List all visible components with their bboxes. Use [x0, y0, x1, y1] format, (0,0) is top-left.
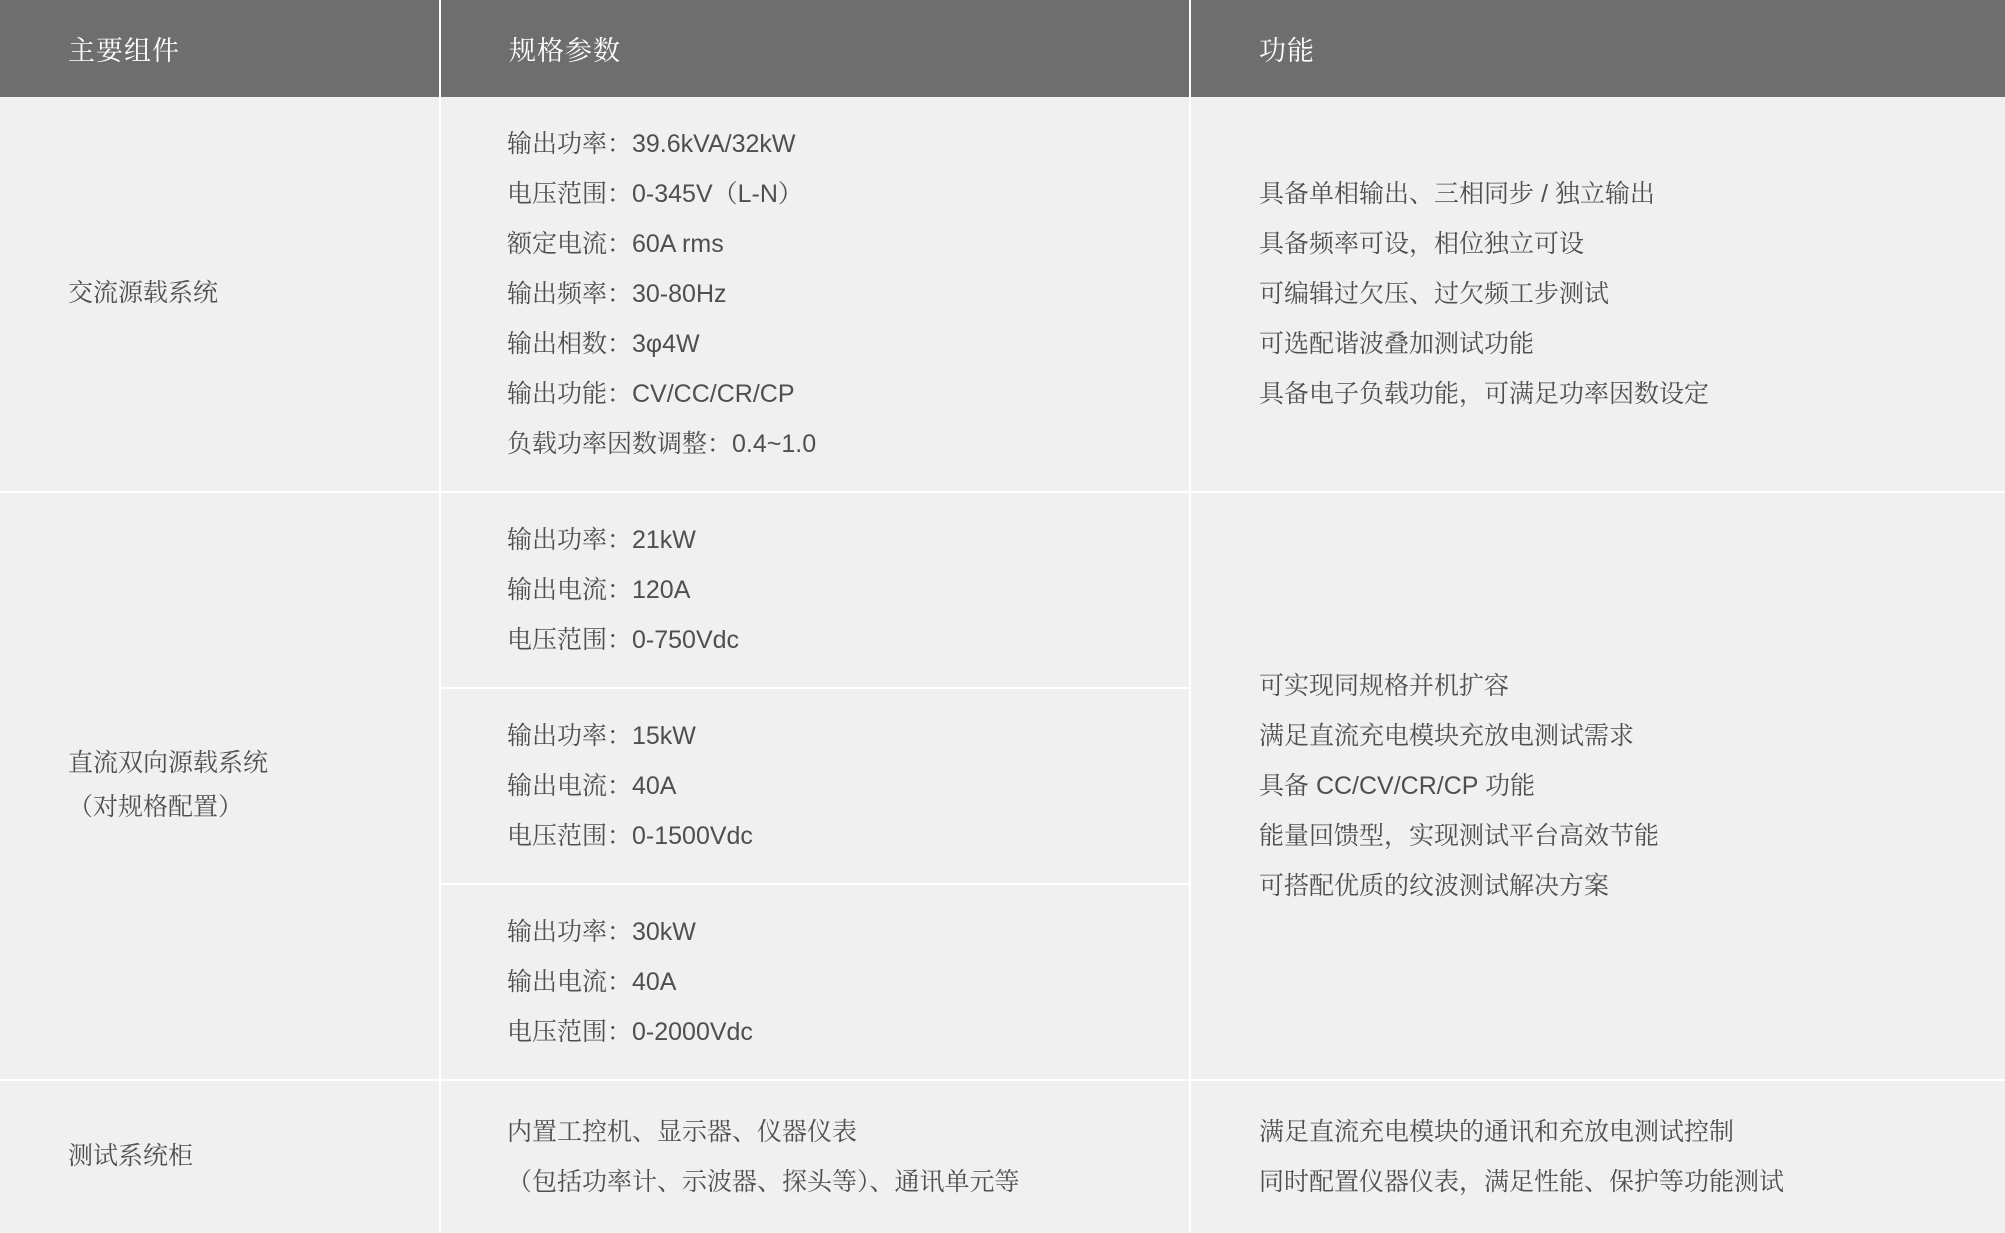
function-line: 同时配置仪器仪表，满足性能、保护等功能测试 — [1259, 1168, 1785, 1196]
spec-line: 电压范围：0-2000Vdc — [507, 1018, 753, 1046]
spec-group — [441, 687, 1189, 883]
spec-line: 输出功率：15kW — [507, 722, 696, 750]
spec-line: 输出功率：30kW — [507, 918, 696, 946]
spec-line: 输出功率：39.6kVA/32kW — [507, 130, 796, 158]
cell-function — [1190, 492, 2005, 1080]
spec-group — [441, 883, 1189, 1079]
function-line: 具备 CC/CV/CR/CP 功能 — [1259, 772, 1535, 800]
cell-spec — [440, 492, 1190, 1080]
spec-line: 额定电流：60A rms — [507, 230, 724, 258]
cell-spec — [440, 97, 1190, 492]
function-line: 具备频率可设，相位独立可设 — [1259, 230, 1585, 258]
spec-line: 电压范围：0-345V（L-N） — [507, 180, 803, 208]
spec-line: 电压范围：0-1500Vdc — [507, 822, 753, 850]
cell-function — [1190, 97, 2005, 492]
function-line: 可搭配优质的纹波测试解决方案 — [1259, 872, 1610, 900]
spec-group — [441, 493, 1189, 687]
function-line: 满足直流充电模块的通讯和充放电测试控制 — [1259, 1118, 1735, 1146]
spec-line: 输出功率：21kW — [507, 526, 696, 554]
cell-component — [0, 492, 440, 1080]
component-name: 测试系统柜 — [68, 1142, 194, 1171]
column-header-function: 功能 — [1190, 0, 2005, 97]
column-header-component: 主要组件 — [0, 0, 440, 97]
spec-line: 电压范围：0-750Vdc — [507, 626, 740, 654]
function-line: 可编辑过欠压、过欠频工步测试 — [1259, 280, 1610, 308]
column-header-spec: 规格参数 — [440, 0, 1190, 97]
spec-line: （包括功率计、示波器、探头等）、通讯单元等 — [507, 1168, 1020, 1196]
table-row — [0, 492, 2005, 1080]
function-line: 可选配谐波叠加测试功能 — [1259, 330, 1535, 358]
table-body — [0, 97, 2005, 1233]
table-header-row — [0, 0, 2005, 97]
cell-spec — [440, 1080, 1190, 1233]
component-name: 直流双向源载系统 — [68, 749, 269, 778]
function-line: 具备电子负载功能，可满足功率因数设定 — [1259, 380, 1710, 408]
spec-group — [441, 97, 1189, 491]
spec-line: 输出电流：120A — [507, 576, 691, 604]
function-line: 可实现同规格并机扩容 — [1259, 672, 1510, 700]
component-subtitle: （对规格配置） — [68, 793, 244, 821]
component-name: 交流源载系统 — [68, 279, 219, 308]
cell-function — [1190, 1080, 2005, 1233]
table-header — [0, 0, 2005, 97]
spec-line: 输出电流：40A — [507, 968, 677, 996]
table-row — [0, 1080, 2005, 1233]
function-line: 能量回馈型，实现测试平台高效节能 — [1259, 822, 1660, 850]
function-line: 具备单相输出、三相同步 / 独立输出 — [1259, 180, 1655, 208]
spec-line: 输出相数：3φ4W — [507, 330, 700, 358]
spec-line: 输出电流：40A — [507, 772, 677, 800]
spec-line: 负载功率因数调整：0.4~1.0 — [507, 430, 817, 458]
spec-line: 内置工控机、显示器、仪器仪表 — [507, 1118, 858, 1146]
table-row — [0, 97, 2005, 492]
spec-line: 输出功能：CV/CC/CR/CP — [507, 380, 795, 408]
spec-line: 输出频率：30-80Hz — [507, 280, 727, 308]
spec-group — [441, 1085, 1189, 1229]
function-line: 满足直流充电模块充放电测试需求 — [1259, 722, 1635, 750]
cell-component — [0, 1080, 440, 1233]
cell-component — [0, 97, 440, 492]
